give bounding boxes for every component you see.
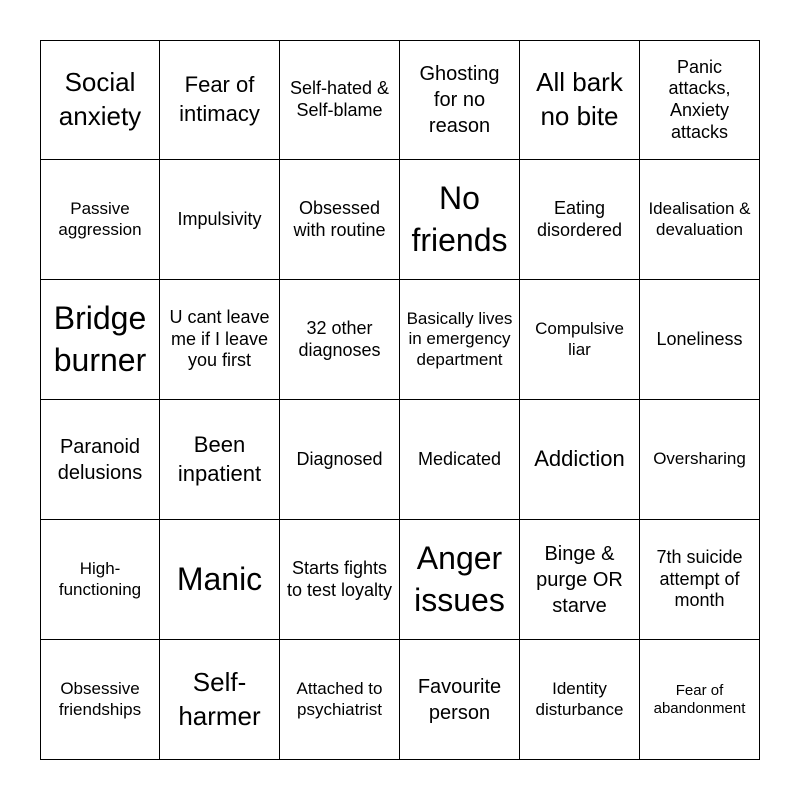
bingo-cell[interactable]	[520, 400, 640, 520]
bingo-cell[interactable]	[640, 520, 760, 640]
bingo-cell[interactable]	[160, 400, 280, 520]
bingo-cell[interactable]	[40, 400, 160, 520]
cell-label: Attached to psychiatrist	[296, 679, 383, 719]
bingo-cell[interactable]	[520, 40, 640, 160]
cell-label: Been inpatient	[177, 431, 262, 486]
cell-label: High-functioning	[58, 559, 142, 599]
bingo-cell[interactable]	[400, 160, 520, 280]
cell-label: 7th suicide attempt of month	[656, 547, 743, 611]
bingo-cell[interactable]	[160, 160, 280, 280]
cell-label: Binge & purge OR starve	[536, 542, 623, 617]
cell-label: Self-harmer	[178, 666, 261, 731]
bingo-cell[interactable]	[160, 640, 280, 760]
bingo-cell[interactable]	[520, 160, 640, 280]
bingo-cell[interactable]	[640, 160, 760, 280]
bingo-cell[interactable]	[640, 40, 760, 160]
cell-label: Manic	[176, 560, 263, 597]
cell-label: Ghosting for no reason	[419, 63, 500, 137]
cell-label: Addiction	[534, 446, 625, 472]
bingo-board	[40, 40, 760, 760]
cell-label: Favourite person	[417, 675, 502, 724]
bingo-cell[interactable]	[40, 640, 160, 760]
bingo-cell[interactable]	[40, 520, 160, 640]
cell-label: No friends	[411, 179, 508, 258]
bingo-cell[interactable]	[520, 520, 640, 640]
bingo-cell[interactable]	[160, 40, 280, 160]
cell-label: Fear of abandonment	[653, 681, 746, 717]
cell-label: Paranoid delusions	[57, 435, 143, 484]
bingo-cell[interactable]	[400, 400, 520, 520]
bingo-cell[interactable]	[280, 280, 400, 400]
cell-label: Starts fights to test loyalty	[286, 557, 393, 600]
cell-label: Social anxiety	[58, 67, 142, 131]
cell-label: Panic attacks, Anxiety attacks	[668, 56, 731, 142]
bingo-cell[interactable]	[520, 280, 640, 400]
cell-label: Impulsivity	[177, 208, 262, 229]
cell-label: 32 other diagnoses	[298, 317, 381, 360]
cell-label: Oversharing	[653, 449, 746, 469]
bingo-cell[interactable]	[280, 40, 400, 160]
bingo-cell[interactable]	[400, 640, 520, 760]
cell-label: U cant leave me if I leave you first	[169, 307, 270, 371]
bingo-cell[interactable]	[160, 280, 280, 400]
bingo-cell[interactable]	[400, 280, 520, 400]
cell-label: Fear of intimacy	[179, 72, 260, 126]
cell-label: All bark no bite	[536, 67, 623, 131]
cell-label: Identity disturbance	[535, 679, 624, 719]
bingo-cell[interactable]	[40, 280, 160, 400]
bingo-cell[interactable]	[640, 280, 760, 400]
bingo-cell[interactable]	[160, 520, 280, 640]
bingo-cell[interactable]	[520, 640, 640, 760]
cell-label: Bridge burner	[53, 299, 147, 378]
cell-label: Medicated	[417, 448, 502, 469]
bingo-cell[interactable]	[40, 40, 160, 160]
bingo-cell[interactable]	[280, 160, 400, 280]
bingo-cell[interactable]	[400, 40, 520, 160]
cell-label: Passive aggression	[58, 199, 142, 239]
cell-label: Compulsive liar	[535, 319, 624, 359]
cell-label: Obsessed with routine	[293, 197, 386, 240]
cell-label: Eating disordered	[536, 197, 623, 240]
cell-label: Basically lives in emergency department	[406, 308, 513, 369]
cell-label: Obsessive friendships	[58, 679, 142, 719]
cell-label: Loneliness	[656, 328, 743, 349]
bingo-cell[interactable]	[40, 160, 160, 280]
bingo-cell[interactable]	[280, 520, 400, 640]
cell-label: Anger issues	[414, 539, 505, 618]
bingo-cell[interactable]	[640, 640, 760, 760]
bingo-cell[interactable]	[280, 640, 400, 760]
cell-label: Self-hated & Self-blame	[289, 78, 390, 120]
bingo-cell[interactable]	[640, 400, 760, 520]
bingo-cell[interactable]	[400, 520, 520, 640]
bingo-cell[interactable]	[280, 400, 400, 520]
cell-label: Idealisation & devaluation	[648, 199, 751, 239]
cell-label: Diagnosed	[296, 448, 383, 469]
